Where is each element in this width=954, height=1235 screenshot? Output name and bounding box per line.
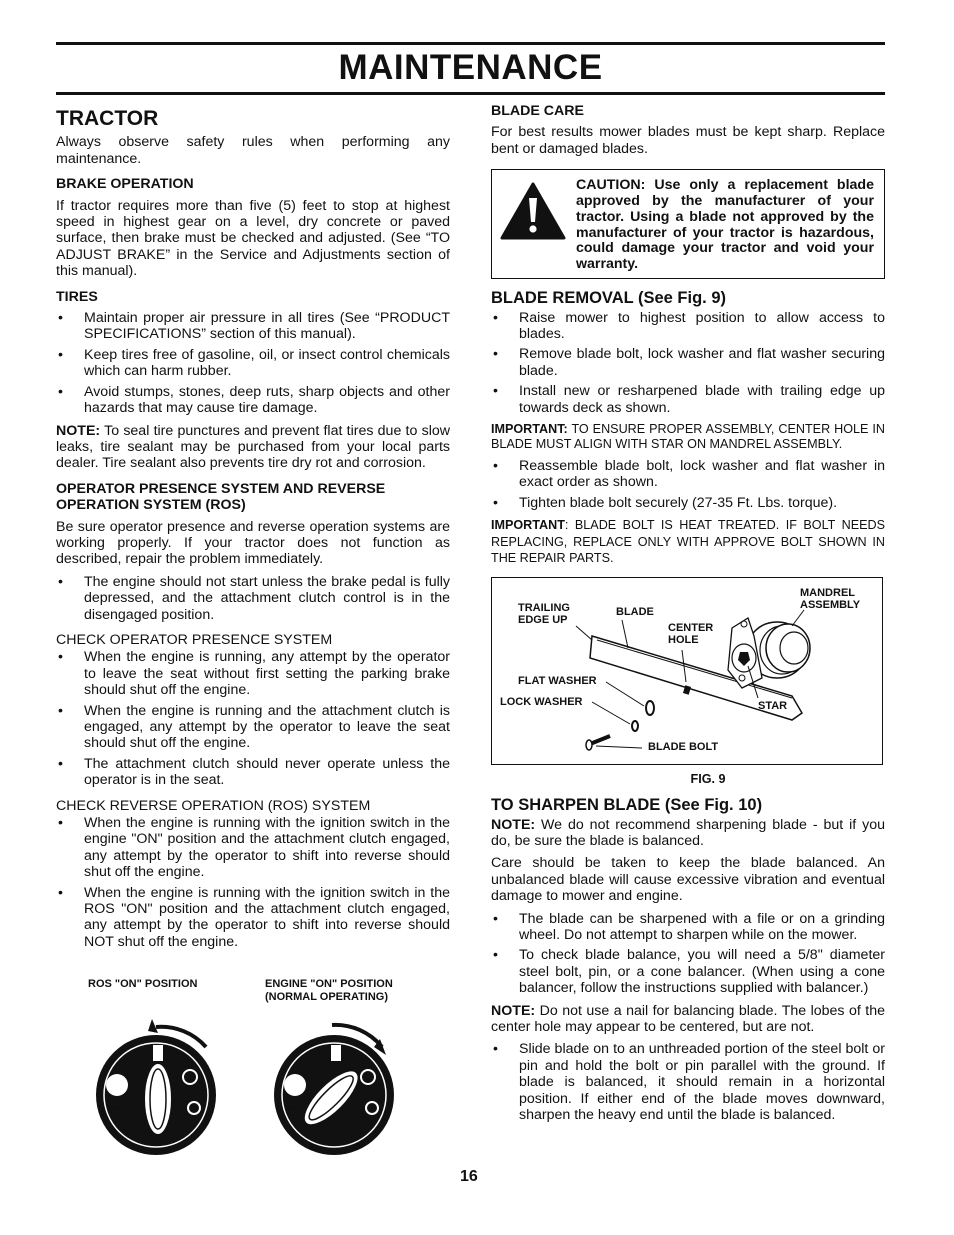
reverse-list	[56, 815, 450, 950]
note-label: NOTE:	[491, 1002, 536, 1019]
note-label: NOTE:	[56, 422, 101, 439]
tires-note	[56, 423, 450, 472]
sharpen-list	[491, 911, 885, 997]
ros-position-label: ROS "ON" POSITION	[88, 978, 198, 990]
figure-9	[491, 577, 883, 765]
label-lock-washer: LOCK WASHER	[500, 695, 583, 708]
mandrel-assembly	[728, 618, 810, 688]
blade-reassemble-list	[491, 458, 885, 511]
important-label: IMPORTANT:	[491, 422, 568, 437]
list-item: • When the engine is running, any attempt by the operator to leave the seat without first setting the parking brake should shut off the engine.	[56, 649, 450, 698]
sharpen-note-2: NOTE: Do not use a nail for balancing blade. The lobes of the center hole may appear to be centered, but are not.	[491, 1002, 885, 1036]
blade-care-heading: BLADE CARE	[491, 103, 585, 119]
ignition-switch-figure	[56, 975, 450, 1165]
list-item: • Raise mower to highest position to allow access to blades.	[491, 310, 885, 343]
ignition-switch-ros	[96, 1035, 216, 1155]
list-item: • Reassemble blade bolt, lock washer and flat washer in exact order as shown.	[491, 458, 885, 491]
page-title: MAINTENANCE	[338, 48, 603, 87]
note-text: To seal tire punctures and prevent flat tires due to slow leaks, tire sealant may be purchased from your local parts dealer. Tire sealant also prevents tire dry rot and corrosion.	[56, 422, 450, 472]
list-item: • Maintain proper air pressure in all tires (See “PRODUCT SPECIFICATIONS” section of this manual).	[56, 310, 450, 343]
caution-box	[491, 169, 885, 279]
important-blade-bolt: IMPORTANT: BLADE BOLT IS HEAT TREATED. IF BOLT NEEDS REPLACING, REPLACE ONLY WITH APPROVE BOLT SHOWN IN THE REPAIR PARTS.	[491, 518, 885, 566]
label-star: STAR	[758, 699, 788, 712]
reverse-heading: CHECK REVERSE OPERATION (ROS) SYSTEM	[56, 797, 371, 814]
label-trailing-edge: TRAILING EDGE UP	[518, 601, 570, 626]
stop-label: STOP	[286, 1106, 300, 1112]
list-item: • To check blade balance, you will need a 5/8" diameter steel bolt, pin, or a cone balancer. (When using a cone balancer, follow the instructions supplied with balancer.)	[491, 947, 885, 996]
label-blade: BLADE	[616, 605, 654, 618]
engine-position-label: ENGINE "ON" POSITION (NORMAL OPERATING)	[265, 978, 393, 1003]
important-label: IMPORTANT	[491, 518, 565, 533]
stop-label: STOP	[108, 1106, 122, 1112]
ros-text: Be sure operator presence and reverse operation systems are working properly. If your tractor does not function as described, repair the problem immediately.	[56, 518, 450, 568]
blade-removal-heading: BLADE REMOVAL (See Fig. 9)	[491, 289, 726, 308]
warning-triangle-icon	[500, 182, 566, 240]
list-item: • Slide blade on to an unthreaded portion of the steel bolt or pin and hold the bolt or pin parallel with the ground. If blade is balanced, it should remain in a horizontal position. If either end of the blade moves downward, sharpen the heavy end until the blade is balanced.	[491, 1041, 885, 1123]
tires-heading: TIRES	[56, 288, 98, 305]
header-rule-top	[56, 42, 885, 45]
sharpen-note-1: NOTE: We do not recommend sharpening blade - but if you do, be sure the blade is balanced.	[491, 816, 885, 849]
label-blade-bolt: BLADE BOLT	[648, 740, 719, 753]
figure-9-caption: FIG. 9	[690, 771, 726, 786]
label-mandrel-assembly: MANDREL ASSEMBLY	[800, 586, 861, 611]
presence-heading: CHECK OPERATOR PRESENCE SYSTEM	[56, 631, 333, 648]
sharpen-text: Care should be taken to keep the blade balanced. An unbalanced blade will cause excessive vibration and eventual damage to mower and engine.	[491, 855, 885, 905]
list-item: • Remove blade bolt, lock washer and flat washer securing blade.	[491, 346, 885, 379]
balance-list	[491, 1041, 885, 1123]
label-center-hole: CENTER HOLE	[668, 621, 714, 646]
blade-removal-list	[491, 310, 885, 416]
tires-list	[56, 310, 450, 416]
ignition-switch-engine	[274, 1035, 394, 1155]
sharpen-heading: TO SHARPEN BLADE (See Fig. 10)	[491, 796, 763, 815]
left-column	[56, 100, 450, 956]
list-item: • Keep tires free of gasoline, oil, or insect control chemicals which can harm rubber.	[56, 347, 450, 380]
list-item: • When the engine is running with the ignition switch in the ROS "ON" position and the attachment clutch engaged, any attempt by the operator to shift into reverse should NOT shut off the engine.	[56, 885, 450, 951]
ros-heading: OPERATOR PRESENCE SYSTEM AND REVERSE OPERATION SYSTEM (ROS)	[56, 480, 386, 514]
list-item: • When the engine is running with the ignition switch in the engine "ON" position and the attachment clutch engaged, any attempt by the operator to shift into reverse should shut off the engine.	[56, 815, 450, 881]
important-center-hole: IMPORTANT: TO ENSURE PROPER ASSEMBLY, CENTER HOLE IN BLADE MUST ALIGN WITH STAR ON MANDREL ASSEMBLY.	[491, 422, 885, 452]
note-label: NOTE:	[491, 816, 536, 833]
list-item: • The blade can be sharpened with a file or on a grinding wheel. Do not attempt to sharpen while on the mower.	[491, 911, 885, 944]
header-rule-bottom	[56, 92, 885, 95]
list-item: • The attachment clutch should never operate unless the operator is in the seat.	[56, 756, 450, 789]
label-flat-washer: FLAT WASHER	[518, 674, 597, 687]
brake-text: If tractor requires more than five (5) feet to stop at highest speed in highest gear on a level, dry concrete or paved surface, then brake must be checked and adjusted. (See “TO ADJUST BRAKE” in the Service and Adjustments section of this manual).	[56, 197, 450, 280]
list-item: • Tighten blade bolt securely (27-35 Ft. Lbs. torque).	[491, 495, 885, 511]
list-item: • The engine should not start unless the brake pedal is fully depressed, and the attachment clutch control is in the disengaged position.	[56, 574, 450, 623]
page-number: 16	[460, 1168, 478, 1185]
blade-care-text: For best results mower blades must be kept sharp. Replace bent or damaged blades.	[491, 124, 885, 157]
right-column	[491, 100, 885, 1130]
list-item: • Install new or resharpened blade with trailing edge up towards deck as shown.	[491, 383, 885, 416]
brake-heading: BRAKE OPERATION	[56, 176, 194, 193]
tractor-intro: Always observe safety rules when performing any maintenance.	[56, 134, 450, 167]
presence-list	[56, 649, 450, 788]
list-item: • Avoid stumps, stones, deep ruts, sharp objects and other hazards that may cause tire damage.	[56, 384, 450, 417]
section-title-tractor: TRACTOR	[56, 107, 159, 130]
ros-list	[56, 574, 450, 623]
list-item: • When the engine is running and the attachment clutch is engaged, any attempt by the operator to leave the seat should shut off the engine.	[56, 703, 450, 752]
caution-text: CAUTION: Use only a replacement blade approved by the manufacturer of your tractor. Using a blade not approved by the manufacturer of your tractor is hazardous, could damage your tractor and void your warranty.	[576, 177, 874, 273]
